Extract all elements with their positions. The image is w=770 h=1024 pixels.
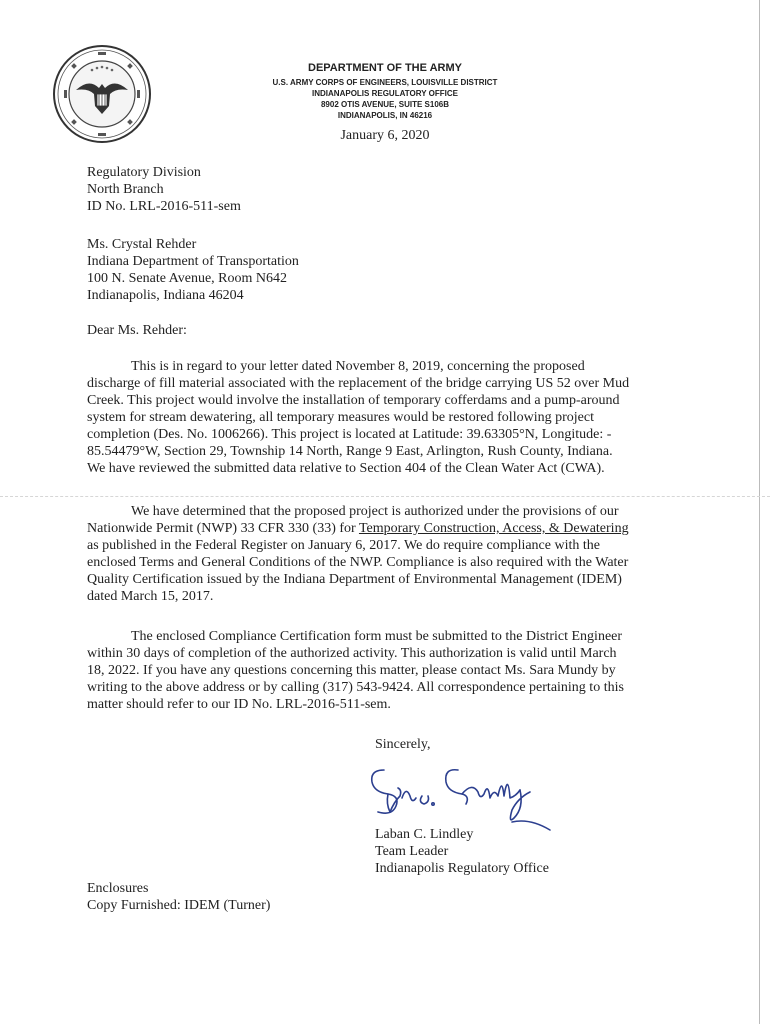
body-paragraph-2 — [87, 503, 677, 605]
page-edge — [759, 0, 760, 1024]
paragraph-line: discharge of fill material associated with the replacement of the bridge carrying US 52 over Mud — [87, 376, 630, 391]
valediction: Sincerely, — [375, 737, 431, 752]
reference-block — [87, 164, 667, 215]
paragraph-line: The enclosed Compliance Certification form must be submitted to the District Engineer — [131, 629, 623, 644]
signatory-name: Laban C. Lindley — [375, 827, 474, 842]
paragraph-line: Quality Certification issued by the Indiana Department of Environmental Management (IDEM) — [87, 572, 622, 587]
letterhead-address-line: 8902 OTIS AVENUE, SUITE S106B — [320, 100, 450, 109]
paragraph-line: 18, 2022. If you have any questions concerning this matter, please contact Ms. Sara Mundy by — [87, 663, 616, 678]
paragraph-line: writing to the above address or by calling (317) 543-9424. All correspondence pertaining to this — [87, 680, 624, 695]
enclosures-block — [87, 880, 667, 914]
body-paragraph-1 — [87, 358, 677, 477]
dod-seal-logo — [52, 44, 152, 144]
paragraph-line: We have determined that the proposed project is authorized under the provisions of our — [131, 504, 619, 519]
nwp-title-underlined: Temporary Construction, Access, & Dewatering — [358, 521, 629, 536]
salutation: Dear Ms. Rehder: — [87, 323, 187, 338]
signatory-office: Indianapolis Regulatory Office — [375, 861, 549, 876]
signatory-title: Team Leader — [375, 844, 449, 859]
reference-line: Regulatory Division — [87, 165, 201, 180]
body-paragraph-3 — [87, 628, 677, 713]
paragraph-line: within 30 days of completion of the authorized activity. This authorization is valid until March — [87, 646, 617, 661]
recipient-line: Indiana Department of Transportation — [87, 254, 299, 269]
reference-line: ID No. LRL-2016-511-sem — [87, 199, 241, 214]
letterhead-address — [235, 77, 535, 121]
paragraph-line: as published in the Federal Register on January 6, 2017. We do require compliance with the — [87, 538, 600, 553]
paragraph-line: enclosed Terms and General Conditions of the NWP. Compliance is also required with the Water — [87, 555, 629, 570]
enclosures-label: Enclosures — [87, 881, 149, 896]
paragraph-line: Creek. This project would involve the installation of temporary cofferdams and a pump-around — [87, 393, 620, 408]
letterhead-address-line: INDIANAPOLIS REGULATORY OFFICE — [312, 89, 458, 98]
paragraph-line: system for stream dewatering, all temporary measures would be restored following project — [87, 410, 594, 425]
copy-furnished: Copy Furnished: IDEM (Turner) — [87, 898, 271, 913]
scan-artifact-line — [0, 496, 770, 497]
letterhead-org: DEPARTMENT OF THE ARMY — [308, 62, 462, 74]
paragraph-line: dated March 15, 2017. — [87, 589, 214, 604]
recipient-address — [87, 236, 667, 304]
letterhead-address-line: U.S. ARMY CORPS OF ENGINEERS, LOUISVILLE DISTRICT — [272, 78, 498, 87]
recipient-line: 100 N. Senate Avenue, Room N642 — [87, 271, 287, 286]
letter-date: January 6, 2020 — [340, 128, 430, 143]
reference-line: North Branch — [87, 182, 164, 197]
paragraph-text: Nationwide Permit (NWP) 33 CFR 330 (33) for — [87, 521, 359, 536]
paragraph-line: 85.54479°W, Section 29, Township 14 North, Range 9 East, Arlington, Rush County, Indiana. — [87, 444, 613, 459]
handwritten-signature — [362, 752, 562, 832]
letterhead-address-line: INDIANAPOLIS, IN 46216 — [337, 111, 433, 120]
paragraph-line: We have reviewed the submitted data relative to Section 404 of the Clean Water Act (CWA). — [87, 461, 605, 476]
recipient-line: Indianapolis, Indiana 46204 — [87, 288, 244, 303]
paragraph-line: completion (Des. No. 1006266). This project is located at Latitude: 39.63305°N, Longitude: - — [87, 427, 612, 442]
signatory-block — [375, 826, 549, 877]
paragraph-line: This is in regard to your letter dated November 8, 2019, concerning the proposed — [131, 359, 585, 374]
paragraph-line — [87, 520, 677, 537]
recipient-line: Ms. Crystal Rehder — [87, 237, 197, 252]
paragraph-line: matter should refer to our ID No. LRL-2016-511-sem. — [87, 697, 391, 712]
